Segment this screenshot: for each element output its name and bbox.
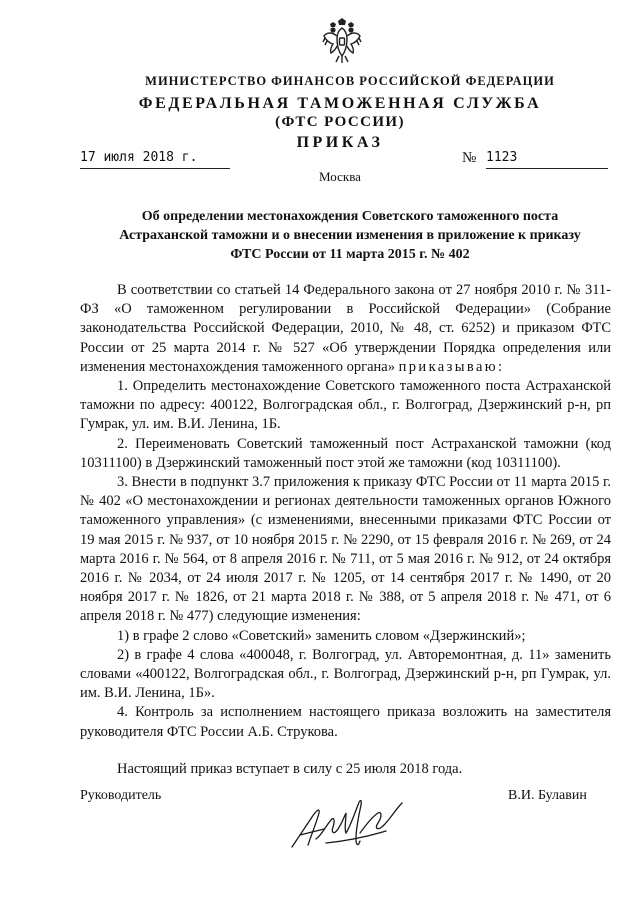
- ministry-name: МИНИСТЕРСТВО ФИНАНСОВ РОССИЙСКОЙ ФЕДЕРАЦИИ: [145, 74, 555, 88]
- title-line: Об определении местонахождения Советского таможенного поста: [141, 209, 559, 224]
- order-body: [80, 281, 611, 779]
- preamble-text: В соответствии со статьей 14 Федерального закона от 27 ноября 2010 г. № 311-ФЗ «О таможенном регулировании в Российской Федерации» (Собрание законодательства Российской Федерации, 2010, № 48, ст. 6252) и приказом ФТС России от 25 марта 2014 г. № 527 «Об утверждении Порядка определения или изменения местонахождения таможенного органа»: [80, 282, 611, 375]
- title-line: ФТС России от 11 марта 2015 г. № 402: [230, 247, 470, 262]
- order-number-label: №: [462, 150, 477, 166]
- document-type: ПРИКАЗ: [296, 134, 384, 151]
- item-1: 1. Определить местонахождение Советского таможенного поста Астраханской таможни по адресу: 400122, Волгоградская обл., г. Волгоград, Дзержинский р-н, рп Гумрак, ул. им. В.И. Ленина, 1Б.: [80, 378, 611, 433]
- order-title: [96, 207, 604, 264]
- city: Москва: [319, 169, 361, 184]
- handwritten-signature-icon: [286, 795, 406, 857]
- effective-date-paragraph: Настоящий приказ вступает в силу с 25 июля 2018 года.: [117, 760, 463, 777]
- order-date: 17 июля 2018 г.: [80, 150, 230, 169]
- service-name: ФЕДЕРАЛЬНАЯ ТАМОЖЕННАЯ СЛУЖБА: [138, 95, 542, 112]
- item-3-sub-2: 2) в графе 4 слова «400048, г. Волгоград, ул. Авторемонтная, д. 11» заменить словами «400122, Волгоградская обл., г. Волгоград, Дзержинский р-н, рп Гумрак, ул. им. В.И. Ленина, 1Б».: [80, 646, 611, 702]
- order-number: 1123: [486, 150, 608, 169]
- preamble-paragraph: [80, 281, 611, 377]
- title-line: Астраханской таможни и о внесении изменения в приложение к приказу: [119, 228, 581, 243]
- item-3-sub-1: 1) в графе 2 слово «Советский» заменить словом «Дзержинский»;: [117, 627, 526, 644]
- item-4: 4. Контроль за исполнением настоящего приказа возложить на заместителя руководителя ФТС России А.Б. Струкова.: [80, 704, 611, 740]
- signatory-name: В.И. Булавин: [508, 788, 587, 803]
- item-2: 2. Переименовать Советский таможенный пост Астраханской таможни (код 10311100) в Дзержинский таможенный пост этой же таможни (код 10311100).: [80, 435, 611, 471]
- orders-word: приказываю:: [398, 358, 505, 375]
- service-short-name: (ФТС РОССИИ): [275, 114, 405, 130]
- signatory-role: Руководитель: [80, 788, 162, 803]
- item-3: 3. Внести в подпункт 3.7 приложения к приказу ФТС России от 11 марта 2015 г. № 402 «О местонахождении и регионах деятельности таможенных органов Южного таможенного управления» (с изменениями, внесенными приказами ФТС России от 19 мая 2015 г. № 937, от 10 ноября 2015 г. № 2290, от 15 февраля 2016 г. № 269, от 24 марта 2016 г. № 564, от 8 апреля 2016 г. № 711, от 5 мая 2016 г. № 912, от 24 октября 2016 г. № 2034, от 24 июля 2017 г. № 1205, от 14 сентября 2017 г. № 1490, от 20 ноября 2017 г. № 1826, от 21 марта 2018 г. № 388, от 5 апреля 2018 г. № 471, от 6 апреля 2018 г. № 477) следующие изменения:: [80, 474, 611, 625]
- emblem-icon: [321, 18, 363, 66]
